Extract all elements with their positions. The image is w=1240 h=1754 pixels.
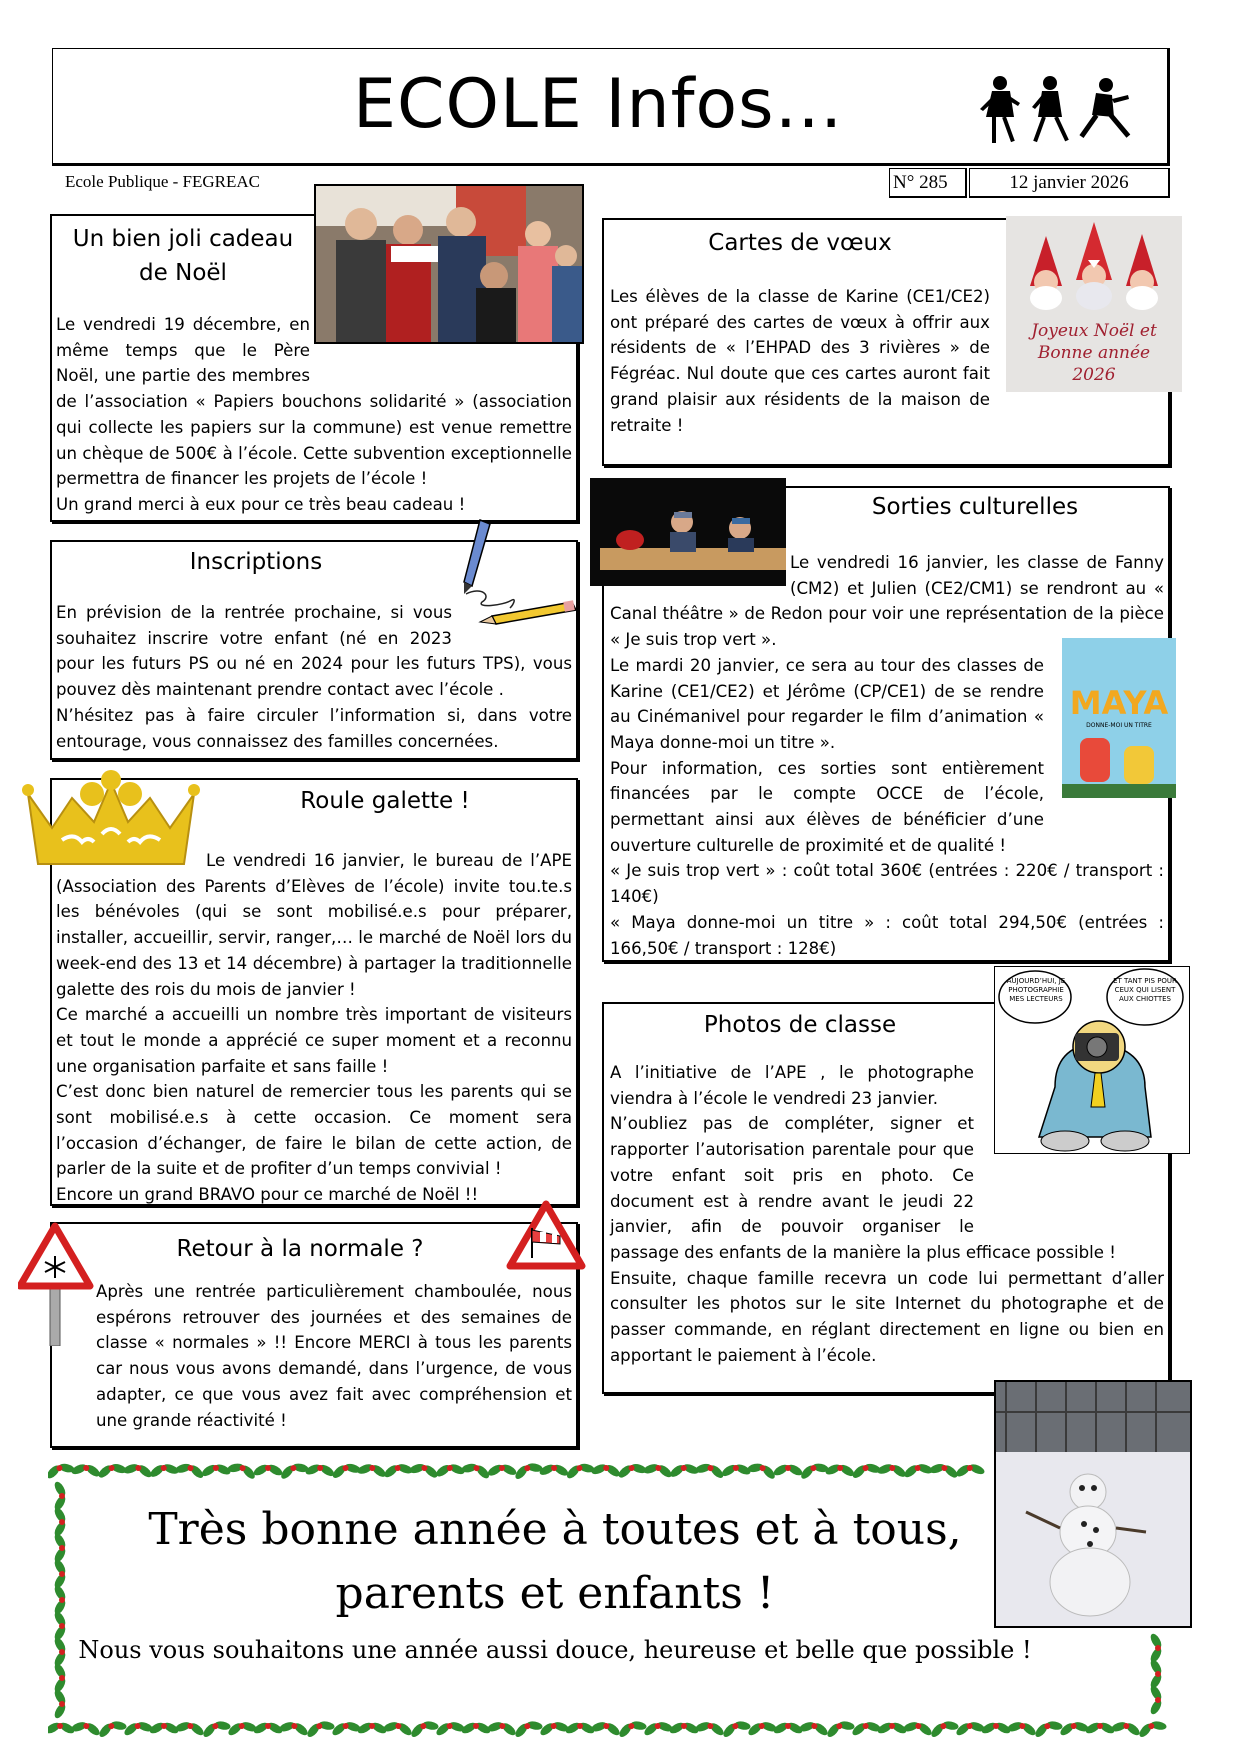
galette-p3: C’est donc bien naturel de remercier tous les parents qui se sont mobilisé.e.s à cette occasion. Ce moment sera l’occasion d’échanger, de faire le bilan de cette action, de parler de la suite et de profiter d’un temps convivial ! bbox=[56, 1082, 572, 1179]
running-children-icon bbox=[978, 73, 1138, 153]
holly-sprig bbox=[641, 1460, 675, 1480]
inscriptions-p2: N’hésitez pas à faire circuler l’information si, dans votre entourage, vous connaissez des familles concernées. bbox=[56, 705, 572, 751]
holly-sprig bbox=[772, 1721, 804, 1736]
sorties-p3: Pour information, ces sorties sont entièrement financées par le compte OCCE de l’école, permettant ainsi aux élèves de bénéficier d’une ouverture culturelle de proximité et de qualité ! bbox=[610, 758, 1044, 855]
holly-sprig bbox=[121, 1460, 155, 1480]
holly-sprig bbox=[876, 1721, 908, 1736]
holly-sprig bbox=[407, 1459, 441, 1480]
holly-sprig bbox=[486, 1462, 518, 1478]
holly-sprig bbox=[822, 1716, 857, 1740]
issue-date: 12 janvier 2026 bbox=[969, 168, 1170, 198]
holly-sprig bbox=[381, 1718, 415, 1738]
holly-sprig bbox=[459, 1458, 494, 1481]
holly-sprig bbox=[53, 1558, 68, 1590]
holly-sprig bbox=[302, 1716, 337, 1740]
cadeau-title: Un bien joli cadeau de Noël bbox=[72, 226, 294, 286]
holly-sprig bbox=[53, 1662, 68, 1694]
holly-sprig bbox=[53, 1584, 68, 1616]
footer-line1: Très bonne année à toutes et à tous, bbox=[148, 1504, 962, 1555]
inscriptions-text bbox=[56, 600, 572, 754]
holly-sprig bbox=[356, 1721, 388, 1736]
holly-sprig bbox=[252, 1463, 284, 1478]
holly-sprig bbox=[200, 1461, 233, 1478]
poster-title: MAYA bbox=[1069, 684, 1169, 722]
holly-sprig bbox=[927, 1459, 961, 1480]
retour-title: Retour à la normale ? bbox=[176, 1236, 424, 1262]
holly-sprig bbox=[53, 1688, 68, 1720]
holly-sprig bbox=[277, 1718, 311, 1738]
holly-sprig bbox=[1109, 1718, 1143, 1738]
holly-sprig bbox=[1057, 1718, 1091, 1738]
holly-sprig bbox=[538, 1462, 570, 1478]
holly-sprig bbox=[94, 1716, 129, 1740]
holly-sprig bbox=[720, 1461, 753, 1478]
retour-p1: Après une rentrée particulièrement chamboulée, nous espérons retrouver des journées et des semaines de classe « normales » !! Encore MERCI à tous les parents car nous vous avons demandé, dans l’urgence, de vous adapter, ce que vous avez fait avec compréhension et une grande réactivité ! bbox=[96, 1282, 572, 1430]
footer-line3: Nous vous souhaitons une année aussi douce, heureuse et belle que possible ! bbox=[78, 1636, 1032, 1664]
holly-sprig bbox=[1030, 1716, 1065, 1740]
holly-sprig bbox=[148, 1721, 180, 1736]
retour-text bbox=[56, 1279, 572, 1433]
holly-sprig bbox=[53, 1480, 68, 1512]
sorties-p1: Le vendredi 16 janvier, les classe de Fanny (CM2) et Julien (CE2/CM1) se rendront au « Canal théâtre » de Redon pour voir une représentation de la pièce « Je suis trop vert ». bbox=[610, 553, 1164, 650]
photos-p2: N’oubliez pas de compléter, signer et rapporter l’autorisation parentale pour que votre enfant soit pris en photo. Ce document est à rendre avant le jeudi 22 janvier, afin de pouvoir organiser le passage des enfants de la manière la plus efficace possible ! bbox=[610, 1114, 1116, 1262]
holly-sprig bbox=[980, 1721, 1012, 1736]
cadeau-p2: Un grand merci à eux pour ce très beau cadeau ! bbox=[56, 494, 466, 514]
photos-p3: Ensuite, chaque famille recevra un code lui permettant d’aller consulter les photos sur le site Internet du photographe et de passer commande, en réglant directement en ligne ou bien en apportant le paiement à l’école. bbox=[610, 1268, 1164, 1365]
holly-sprig bbox=[693, 1459, 728, 1481]
holly-sprig bbox=[69, 1718, 103, 1738]
christmas-card-text: Joyeux Noël et Bonne année 2026 bbox=[1031, 321, 1157, 385]
galette-title: Roule galette ! bbox=[300, 788, 470, 814]
holly-sprig bbox=[510, 1458, 545, 1482]
holly-sprig bbox=[53, 1532, 68, 1564]
holly-sprig bbox=[824, 1461, 857, 1478]
issue-number: N° 285 bbox=[889, 168, 967, 198]
poster-subtitle: DONNE-MOI UN TITRE bbox=[1086, 722, 1152, 729]
sorties-p5: « Maya donne-moi un titre » : coût total 294,50€ (entrées : 166,50€ / transport : 128€) bbox=[610, 912, 1164, 958]
holly-sprig bbox=[1149, 1632, 1164, 1664]
holly-sprig bbox=[718, 1716, 753, 1740]
holly-sprig bbox=[485, 1718, 519, 1738]
holly-sprig bbox=[225, 1718, 259, 1738]
holly-sprig bbox=[1134, 1716, 1169, 1740]
holly-sprig bbox=[277, 1458, 312, 1482]
holly-sprig bbox=[69, 1461, 102, 1479]
inscriptions-p1: En prévision de la rentrée prochaine, si vous souhaitez inscrire votre enfant (né en 2023 pour les futurs PS ou né en 2024 pour les futurs TPS), vous pouvez dès maintenant prendre contact avec l’école . bbox=[56, 603, 572, 700]
holly-sprig bbox=[693, 1718, 727, 1738]
school-name: Ecole Publique - FEGREAC bbox=[65, 172, 261, 191]
holly-sprig bbox=[614, 1716, 649, 1740]
photos-title: Photos de classe bbox=[703, 1012, 897, 1038]
footer-line2: parents et enfants ! bbox=[335, 1568, 775, 1619]
holly-sprig bbox=[589, 1718, 623, 1738]
holly-sprig bbox=[329, 1718, 363, 1738]
galette-p2: Ce marché a accueilli un nombre très important de visiteurs et tout le monde a apprécié ce super moment et a reconnu une organisation parfaite et sans faille ! bbox=[56, 1005, 572, 1076]
holly-sprig bbox=[1149, 1658, 1164, 1690]
wind-warning-sign-icon bbox=[506, 1198, 586, 1272]
holly-sprig bbox=[433, 1718, 467, 1738]
galette-text bbox=[56, 848, 572, 1208]
holly-sprig bbox=[121, 1718, 155, 1738]
inscriptions-title: Inscriptions bbox=[189, 549, 323, 575]
cadeau-p1: Le vendredi 19 décembre, en même temps que le Père Noël, une partie des membres de l’association « Papiers bouchons solidarité » (association qui collecte les papiers sur la commune) est venue remettre un chèque de 500€ à l’école. Cette subvention exceptionnelle permettra de financer les projets de l’école ! bbox=[56, 315, 572, 489]
holly-sprig bbox=[953, 1461, 986, 1479]
holly-sprig bbox=[745, 1458, 780, 1482]
holly-sprig bbox=[1084, 1721, 1116, 1736]
maya-poster bbox=[1062, 638, 1176, 798]
holly-sprig bbox=[901, 1718, 935, 1738]
holly-sprig bbox=[173, 1459, 208, 1481]
holly-sprig bbox=[564, 1721, 596, 1736]
holly-sprig bbox=[225, 1458, 260, 1482]
sorties-title: Sorties culturelles bbox=[871, 494, 1079, 520]
holly-sprig bbox=[53, 1506, 68, 1538]
voeux-p1: Les élèves de la classe de Karine (CE1/CE2) ont préparé des cartes de vœux à offrir aux résidents de « l’EHPAD des 3 rivières » de Fégréac. Nul doute que ces cartes auront fait grand plaisir aux résidents de la maison de retraite ! bbox=[610, 287, 990, 435]
holly-sprig bbox=[406, 1716, 441, 1740]
holly-sprig bbox=[849, 1718, 883, 1738]
sorties-p2: Le mardi 20 janvier, ce sera au tour des classes de Karine (CE1/CE2) et Jérôme (CP/CE1) de se rendre au Cinémanivel pour regarder le film d’animation « Maya donne-moi un titre ». bbox=[610, 655, 1044, 752]
bubble-left: AUJOURD’HUI, JE PHOTOGRAPHIE MES LECTEURS bbox=[1006, 977, 1066, 1003]
page-title: ECOLE Infos… bbox=[353, 65, 844, 144]
holly-sprig bbox=[198, 1716, 233, 1740]
holly-sprig bbox=[355, 1460, 389, 1479]
holly-sprig bbox=[589, 1461, 622, 1479]
galette-p1: Le vendredi 16 janvier, le bureau de l’APE (Association des Parents d’Elèves de l’école) invite tou.te.s les bénévoles (qui se sont mobilisé.e.s pour préparer, installer, accueillir, servir, ranger,… le marché de Noël lors du week-end des 13 et 14 décembre) à partager la traditionnelle galette des rois du mois de janvier ! bbox=[56, 851, 572, 999]
holly-sprig bbox=[668, 1721, 700, 1736]
holly-sprig bbox=[641, 1718, 675, 1738]
holly-sprig bbox=[252, 1721, 284, 1736]
holly-sprig bbox=[953, 1718, 987, 1738]
holly-sprig bbox=[875, 1460, 909, 1479]
holly-sprig bbox=[745, 1718, 779, 1738]
header-banner bbox=[52, 48, 1170, 166]
photos-p1: A l’initiative de l’APE , le photographe viendra à l’école le vendredi 23 janvier. bbox=[610, 1063, 974, 1108]
holly-sprig bbox=[304, 1461, 337, 1478]
holly-sprig bbox=[173, 1718, 207, 1738]
cadeau-text bbox=[56, 312, 572, 518]
holly-sprig bbox=[797, 1458, 832, 1482]
sorties-p4: « Je suis trop vert » : coût total 360€ (entrées : 220€ / transport : 140€) bbox=[610, 861, 1164, 907]
voeux-title: Cartes de vœux bbox=[708, 230, 892, 256]
holly-sprig bbox=[772, 1463, 804, 1478]
holly-sprig bbox=[537, 1718, 571, 1738]
photos-text bbox=[610, 1060, 1164, 1368]
holly-sprig bbox=[797, 1718, 831, 1738]
holly-sprig bbox=[1149, 1684, 1164, 1716]
voeux-text bbox=[610, 284, 990, 438]
galette-p4: Encore un grand BRAVO pour ce marché de Noël !! bbox=[56, 1185, 479, 1205]
holly-sprig bbox=[460, 1721, 492, 1736]
holly-sprig bbox=[1005, 1718, 1039, 1738]
christmas-card-image bbox=[1006, 216, 1182, 392]
holly-sprig bbox=[926, 1716, 961, 1740]
bubble-right: ET TANT PIS POUR CEUX QUI LISENT AUX CHIOTTES bbox=[1113, 977, 1177, 1003]
holly-sprig bbox=[510, 1716, 545, 1740]
